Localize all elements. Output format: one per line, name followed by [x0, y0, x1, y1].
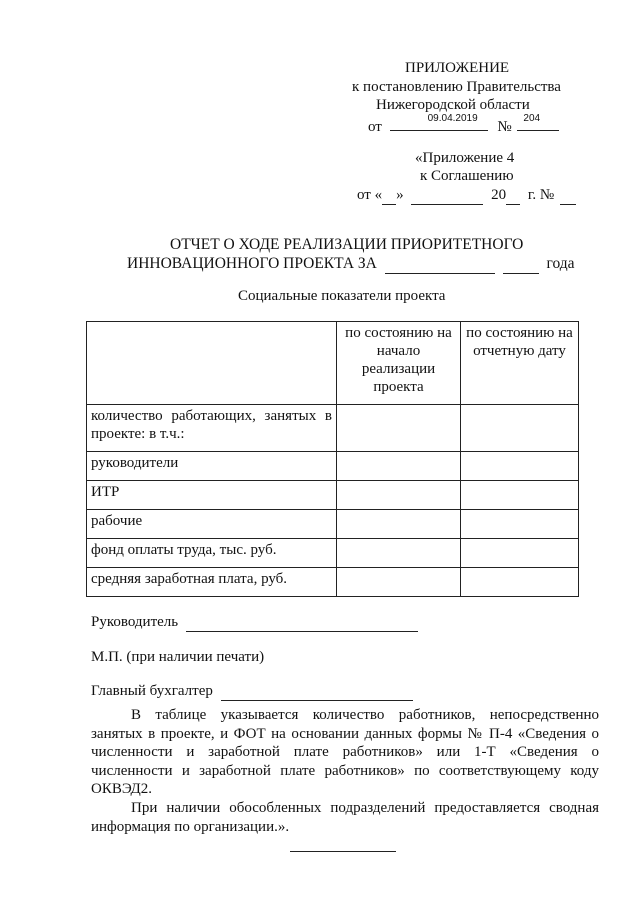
row-label: рабочие [87, 510, 337, 539]
end-divider [290, 851, 396, 852]
row-label: руководители [87, 452, 337, 481]
note-paragraph-1: В таблице указывается количество работников, непосредственно занятых в проекте, и ФОТ на основании данных формы № П-4 «Сведения о численности и заработной плате работников» или 1-Т «Сведения о численности и заработной плате работников» по соответствующему коду ОКВЭД2. [91, 707, 599, 797]
table-cell [337, 568, 461, 597]
header-cell-start: по состоянию на начало реализации проекта [337, 322, 461, 405]
report-title-period-label: ИННОВАЦИОННОГО ПРОЕКТА ЗА [127, 255, 377, 272]
attachment-line-2: к Соглашению [420, 168, 514, 184]
head-signature-blank [186, 614, 418, 632]
number-field [517, 113, 559, 131]
table-row [87, 481, 579, 510]
attachment-from: от « [357, 187, 383, 203]
date-value: 09.04.2019 [427, 113, 478, 124]
appendix-title: ПРИЛОЖЕНИЕ [405, 60, 510, 76]
appendix-date-line [368, 113, 559, 136]
header-cell-empty [87, 322, 337, 405]
year-blank [506, 187, 520, 205]
day-blank [382, 187, 396, 205]
year-suffix: г. № [527, 187, 555, 203]
table-cell [337, 510, 461, 539]
table-cell [461, 568, 579, 597]
period-blank [385, 255, 495, 274]
table-cell [461, 481, 579, 510]
row-label: средняя заработная плата, руб. [87, 568, 337, 597]
attachment-date-line [357, 187, 576, 205]
row-label: фонд оплаты труда, тыс. руб. [87, 539, 337, 568]
accountant-label: Главный бухгалтер [91, 683, 213, 699]
table-cell [461, 510, 579, 539]
appendix-line-2: Нижегородской области [376, 97, 530, 113]
accountant-signature-line [91, 683, 413, 701]
table-cell [461, 452, 579, 481]
report-title-line-2 [127, 255, 575, 274]
table-cell [337, 452, 461, 481]
table-row [87, 539, 579, 568]
report-title-line-1: ОТЧЕТ О ХОДЕ РЕАЛИЗАЦИИ ПРИОРИТЕТНОГО [170, 236, 524, 253]
attachment-number-blank [560, 187, 576, 205]
table-row [87, 510, 579, 539]
table-cell [337, 405, 461, 452]
social-indicators-table [86, 321, 579, 597]
appendix-line-1: к постановлению Правительства [352, 79, 561, 95]
month-blank [411, 187, 483, 205]
number-value: 204 [523, 113, 541, 124]
table-cell [337, 539, 461, 568]
report-title-year: года [546, 255, 575, 272]
note-paragraph-2: При наличии обособленных подразделений предоставляется сводная информация по организации.». [91, 800, 599, 835]
table-row [87, 568, 579, 597]
accountant-signature-blank [221, 683, 413, 701]
table-cell [337, 481, 461, 510]
table-row [87, 452, 579, 481]
date-field [390, 113, 488, 131]
table-cell [461, 539, 579, 568]
header-cell-current: по состоянию на отчетную дату [461, 322, 579, 405]
attachment-line-1: «Приложение 4 [415, 150, 515, 166]
head-label: Руководитель [91, 614, 179, 630]
table-header-row [87, 322, 579, 405]
quote-close: » [396, 187, 404, 203]
year-prefix: 20 [491, 187, 507, 203]
year-blank-title [503, 255, 539, 274]
table-cell [461, 405, 579, 452]
head-signature-line [91, 614, 418, 632]
table-row [87, 405, 579, 452]
row-label: ИТР [87, 481, 337, 510]
date-prefix: от [368, 119, 382, 135]
stamp-note: М.П. (при наличии печати) [91, 649, 265, 665]
number-sign: № [497, 119, 512, 135]
row-label: количество работающих, занятых в проекте: в т.ч.: [87, 405, 337, 452]
report-subtitle: Социальные показатели проекта [238, 288, 446, 304]
